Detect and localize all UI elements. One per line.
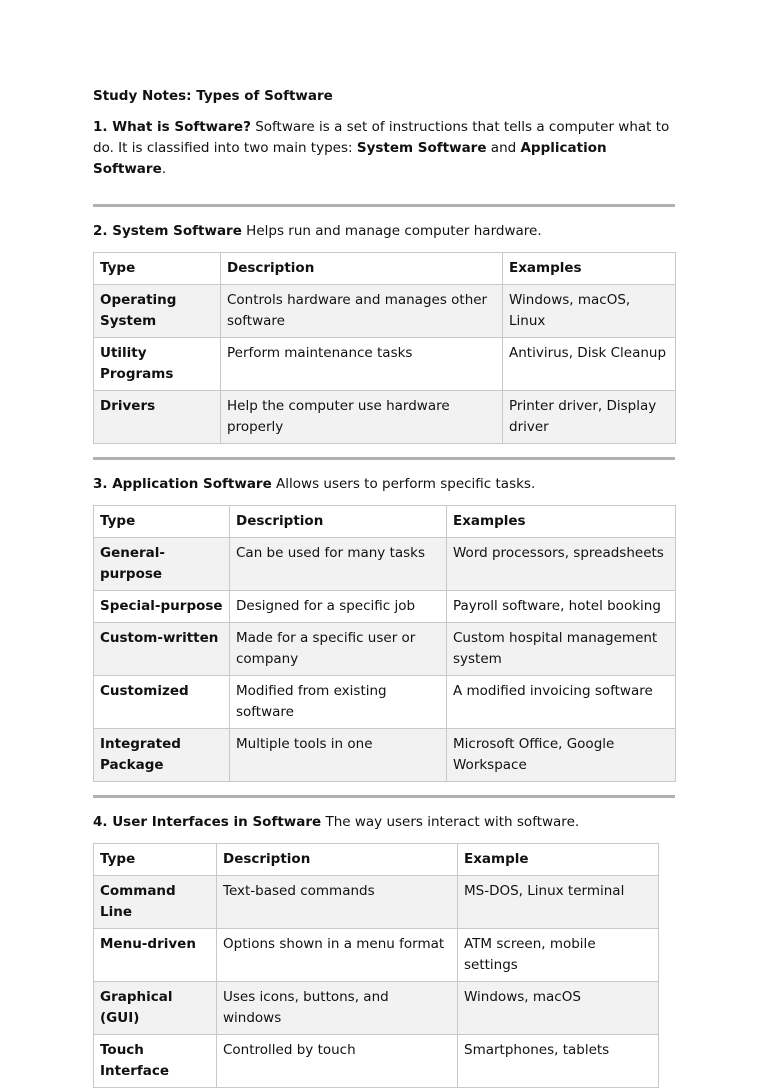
intro-heading: 1. What is Software? [93,119,251,135]
table-row [94,676,676,729]
table-row [94,876,659,929]
row-type: Touch Interface [94,1035,217,1088]
intro-text: Software is a set of instructions that tells a computer what to do. It is classified into two main types: [93,119,670,156]
application-software-desc: Allows users to perform specific tasks. [271,476,536,492]
column-header: Description [221,253,503,285]
column-header: Type [94,253,221,285]
row-examples: Word processors, spreadsheets [447,538,676,591]
row-type: Menu-driven [94,929,217,982]
row-examples: Smartphones, tablets [458,1035,659,1088]
row-examples: Printer driver, Display driver [503,391,676,444]
row-examples: MS-DOS, Linux terminal [458,876,659,929]
row-description: Uses icons, buttons, and windows [217,982,458,1035]
row-examples: A modified invoicing software [447,676,676,729]
table-row [94,338,676,391]
row-type: Custom-written [94,623,230,676]
row-description: Made for a specific user or company [230,623,447,676]
user-interfaces-desc: The way users interact with software. [321,814,580,830]
system-software-desc: Helps run and manage computer hardware. [241,223,542,239]
row-description: Designed for a specific job [230,591,447,623]
row-examples: Payroll software, hotel booking [447,591,676,623]
intro-and: and [486,140,521,156]
row-type: Integrated Package [94,729,230,782]
system-software-table [93,252,676,444]
row-description: Can be used for many tasks [230,538,447,591]
row-type: Drivers [94,391,221,444]
application-software-title: 3. Application Software [93,476,272,492]
table-row [94,929,659,982]
row-examples: Windows, macOS, Linux [503,285,676,338]
table-row [94,623,676,676]
intro-application-software: Application Software [93,140,607,177]
section-divider [93,457,675,460]
application-software-heading [93,474,675,495]
intro-end: . [161,161,167,177]
table-row [94,391,676,444]
column-header: Description [230,506,447,538]
row-type: Graphical (GUI) [94,982,217,1035]
row-examples: Antivirus, Disk Cleanup [503,338,676,391]
table-row [94,591,676,623]
row-examples: Microsoft Office, Google Workspace [447,729,676,782]
column-header: Type [94,844,217,876]
row-description: Text-based commands [217,876,458,929]
row-type: Customized [94,676,230,729]
intro-paragraph [93,117,675,180]
table-row [94,538,676,591]
table-row [94,982,659,1035]
user-interfaces-table [93,843,659,1088]
column-header: Examples [503,253,676,285]
table-row [94,285,676,338]
table-row [94,729,676,782]
column-header: Examples [447,506,676,538]
row-description: Controlled by touch [217,1035,458,1088]
application-software-table [93,505,676,782]
row-type: General-purpose [94,538,230,591]
row-description: Multiple tools in one [230,729,447,782]
section-divider [93,795,675,798]
section-divider [93,204,675,207]
row-description: Options shown in a menu format [217,929,458,982]
table-row [94,1035,659,1088]
row-description: Help the computer use hardware properly [221,391,503,444]
row-type: Special-purpose [94,591,230,623]
table-header-row [94,253,676,285]
system-software-title: 2. System Software [93,223,242,239]
column-header: Example [458,844,659,876]
column-header: Description [217,844,458,876]
page-title: Study Notes: Types of Software [93,88,333,104]
intro-system-software: System Software [356,140,487,156]
row-examples: ATM screen, mobile settings [458,929,659,982]
user-interfaces-title: 4. User Interfaces in Software [93,814,322,830]
row-description: Controls hardware and manages other software [221,285,503,338]
row-description: Perform maintenance tasks [221,338,503,391]
row-examples: Custom hospital management system [447,623,676,676]
row-examples: Windows, macOS [458,982,659,1035]
document-content [93,86,675,1088]
column-header: Type [94,506,230,538]
system-software-heading [93,221,675,242]
row-type: Utility Programs [94,338,221,391]
row-description: Modified from existing software [230,676,447,729]
row-type: Command Line [94,876,217,929]
user-interfaces-heading [93,812,675,833]
table-header-row [94,506,676,538]
row-type: Operating System [94,285,221,338]
table-header-row [94,844,659,876]
